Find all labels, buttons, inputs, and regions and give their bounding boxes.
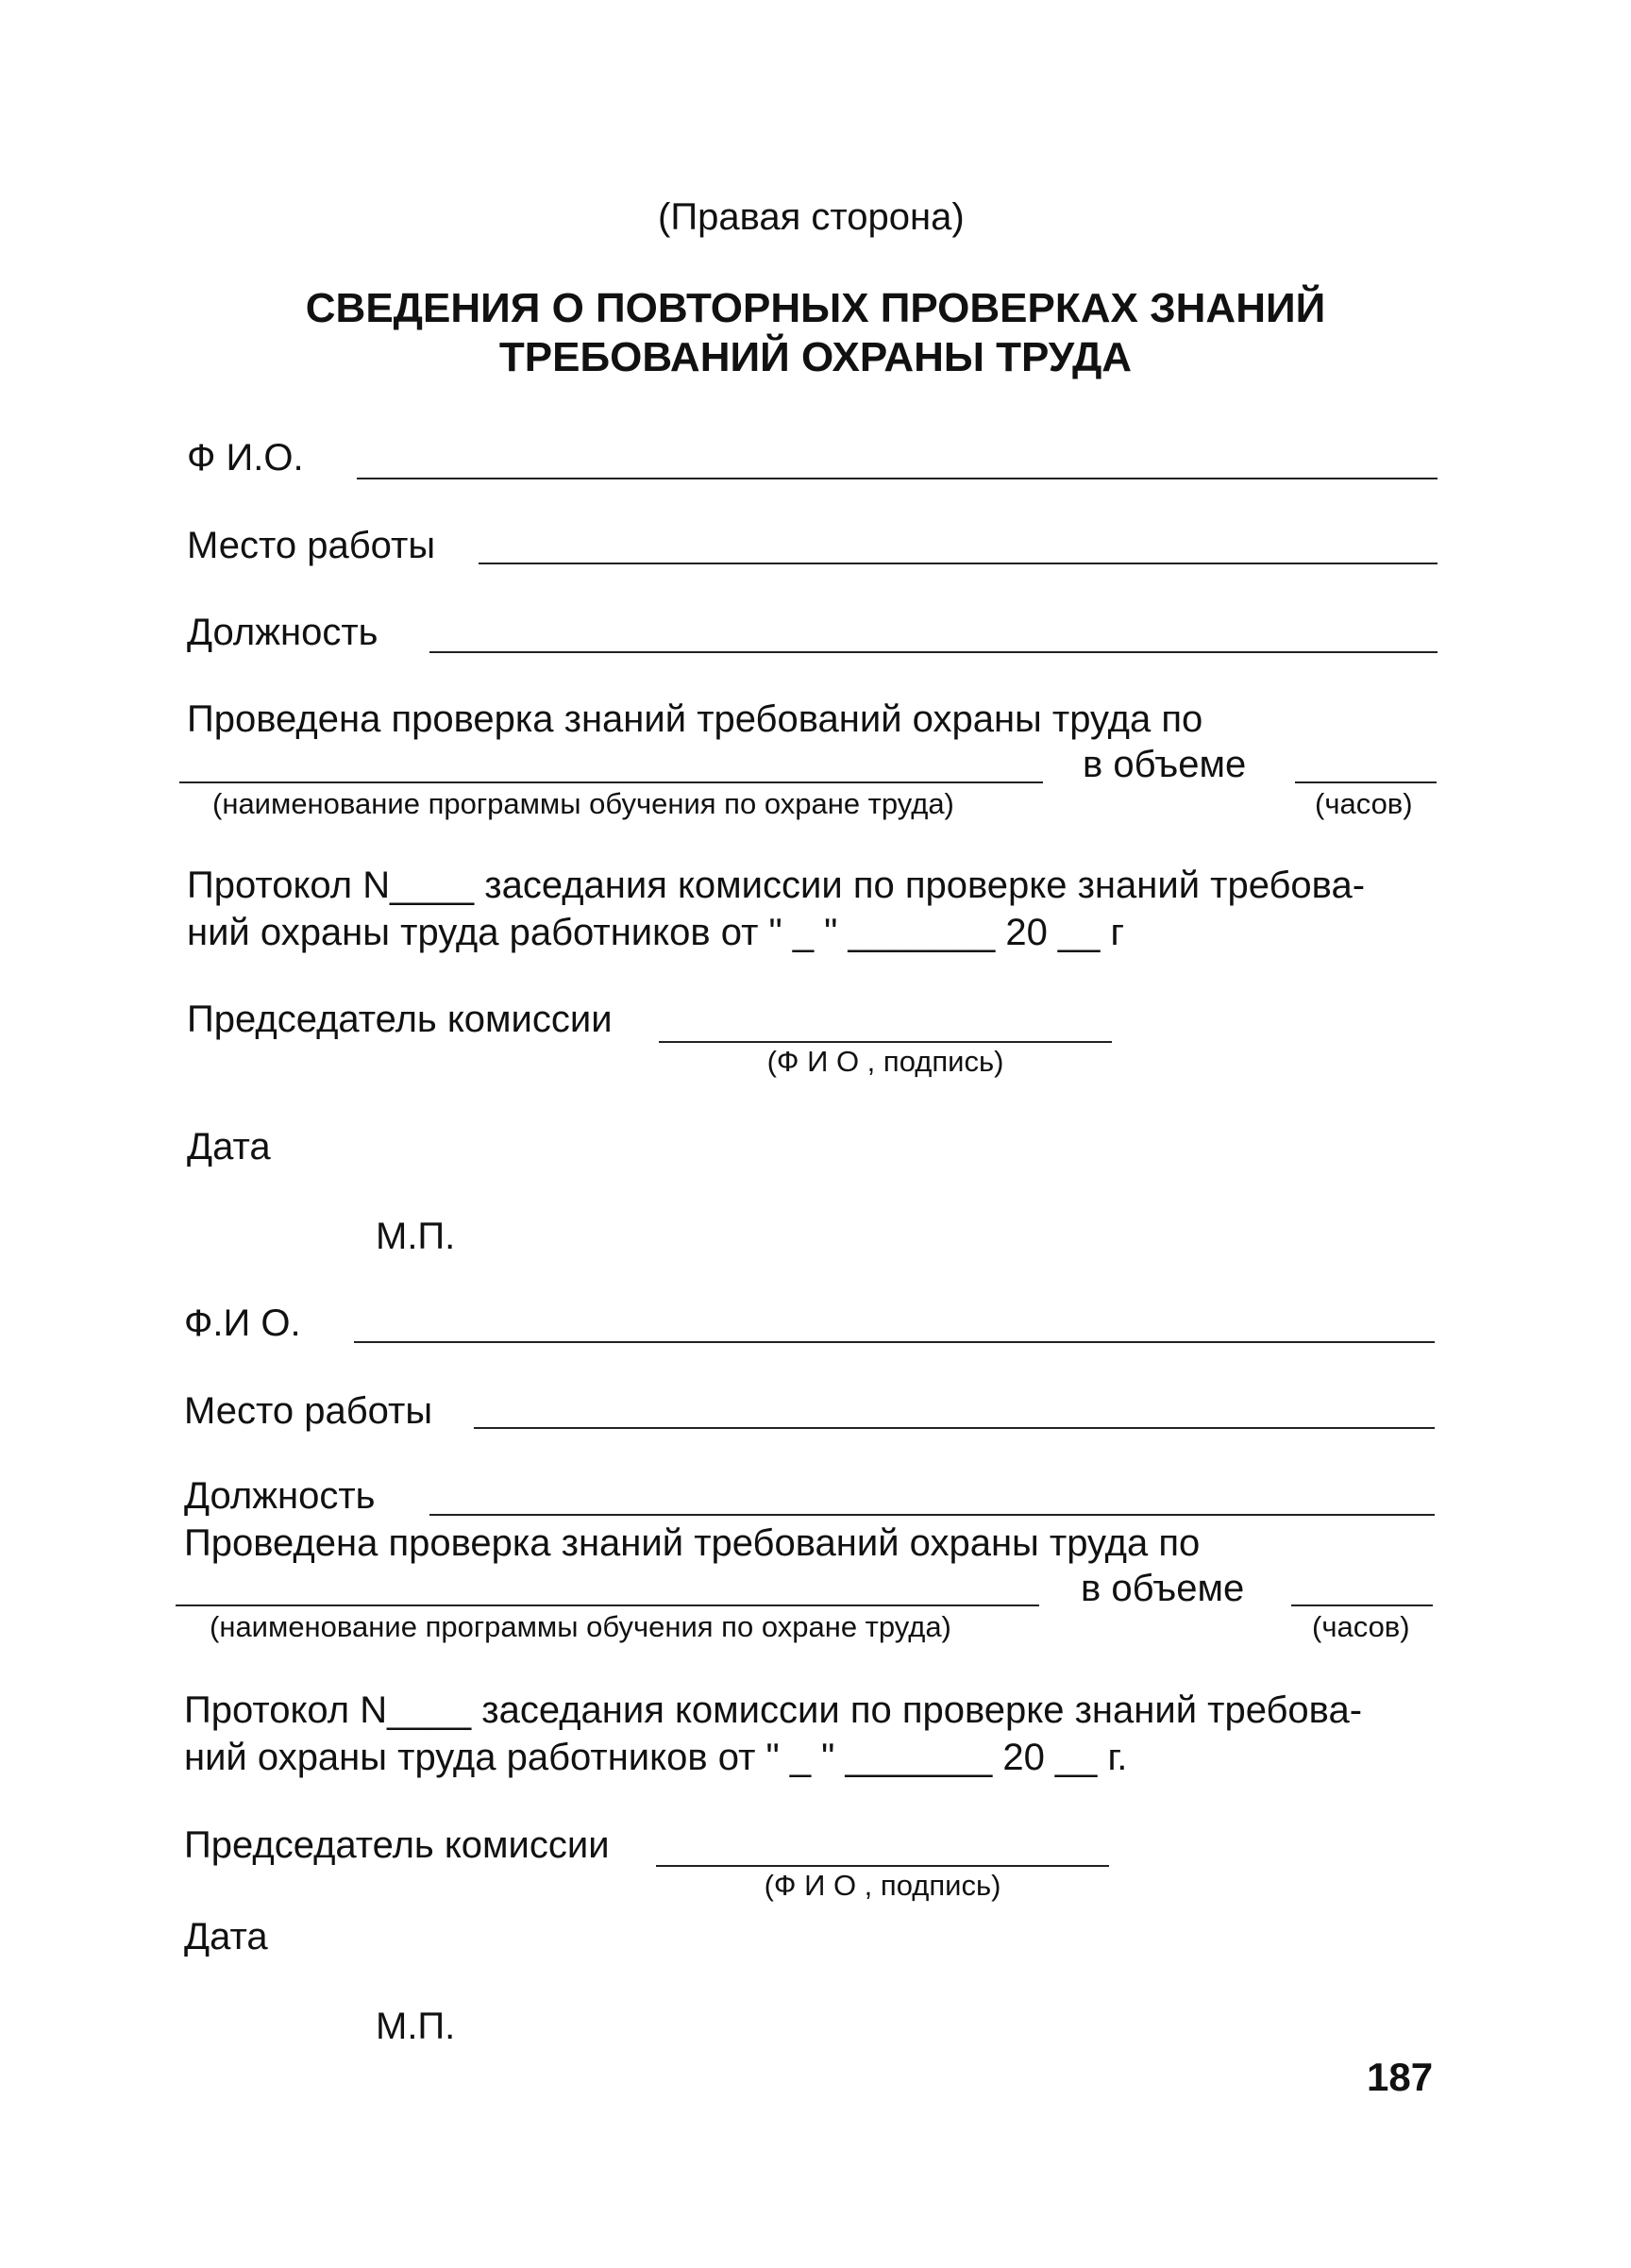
fio-field-line[interactable] — [357, 478, 1438, 479]
fio-label: Ф.И О. — [184, 1302, 301, 1344]
chairman-label: Председатель комиссии — [184, 1824, 610, 1866]
workplace-field-line[interactable] — [479, 563, 1438, 564]
date-label: Дата — [184, 1916, 268, 1957]
volume-text: в объеме — [1083, 744, 1247, 785]
hours-caption: (часов) — [1315, 787, 1413, 820]
hours-field-line[interactable] — [1295, 781, 1437, 783]
position-label: Должность — [187, 612, 378, 653]
program-field-line[interactable] — [179, 781, 1043, 783]
volume-text: в объеме — [1081, 1568, 1245, 1609]
hours-caption: (часов) — [1312, 1610, 1410, 1643]
date-label: Дата — [187, 1126, 271, 1168]
chairman-signature-line[interactable] — [659, 1041, 1112, 1043]
fio-label: Ф И.О. — [187, 437, 304, 479]
hours-field-line[interactable] — [1291, 1604, 1433, 1606]
check-text: Проведена проверка знаний требований охраны труда по — [184, 1522, 1201, 1564]
workplace-label: Место работы — [187, 525, 436, 566]
workplace-field-line[interactable] — [474, 1427, 1435, 1429]
protocol-line-1: Протокол N____ заседания комиссии по проверке знаний требова- — [184, 1689, 1363, 1731]
position-field-line[interactable] — [429, 651, 1438, 653]
fio-field-line[interactable] — [354, 1341, 1435, 1343]
title-line-1: СВЕДЕНИЯ О ПОВТОРНЫХ ПРОВЕРКАХ ЗНАНИЙ — [305, 285, 1326, 331]
title-line-2: ТРЕБОВАНИЙ ОХРАНЫ ТРУДА — [498, 334, 1133, 380]
signature-caption: (Ф И О , подпись) — [766, 1045, 1004, 1078]
program-field-line[interactable] — [176, 1604, 1039, 1606]
position-field-line[interactable] — [429, 1514, 1435, 1516]
chairman-label: Председатель комиссии — [187, 999, 613, 1040]
program-caption: (наименование программы обучения по охране труда) — [210, 1610, 951, 1643]
chairman-signature-line[interactable] — [656, 1865, 1109, 1867]
workplace-label: Место работы — [184, 1390, 433, 1432]
program-caption: (наименование программы обучения по охране труда) — [212, 787, 954, 820]
position-label: Должность — [184, 1475, 376, 1517]
check-text: Проведена проверка знаний требований охраны труда по — [187, 698, 1203, 740]
stamp-label: М.П. — [376, 1216, 456, 1257]
signature-caption: (Ф И О , подпись) — [764, 1869, 1001, 1902]
stamp-label: М.П. — [376, 2006, 456, 2047]
side-label: (Правая сторона) — [658, 196, 965, 238]
protocol-line-1: Протокол N____ заседания комиссии по проверке знаний требова- — [187, 865, 1366, 906]
page-number: 187 — [1367, 2055, 1434, 2099]
protocol-line-2: ний охраны труда работников от " _ " _______ 20 __ г — [187, 912, 1125, 953]
protocol-line-2: ний охраны труда работников от " _ " _______ 20 __ г. — [184, 1737, 1128, 1778]
